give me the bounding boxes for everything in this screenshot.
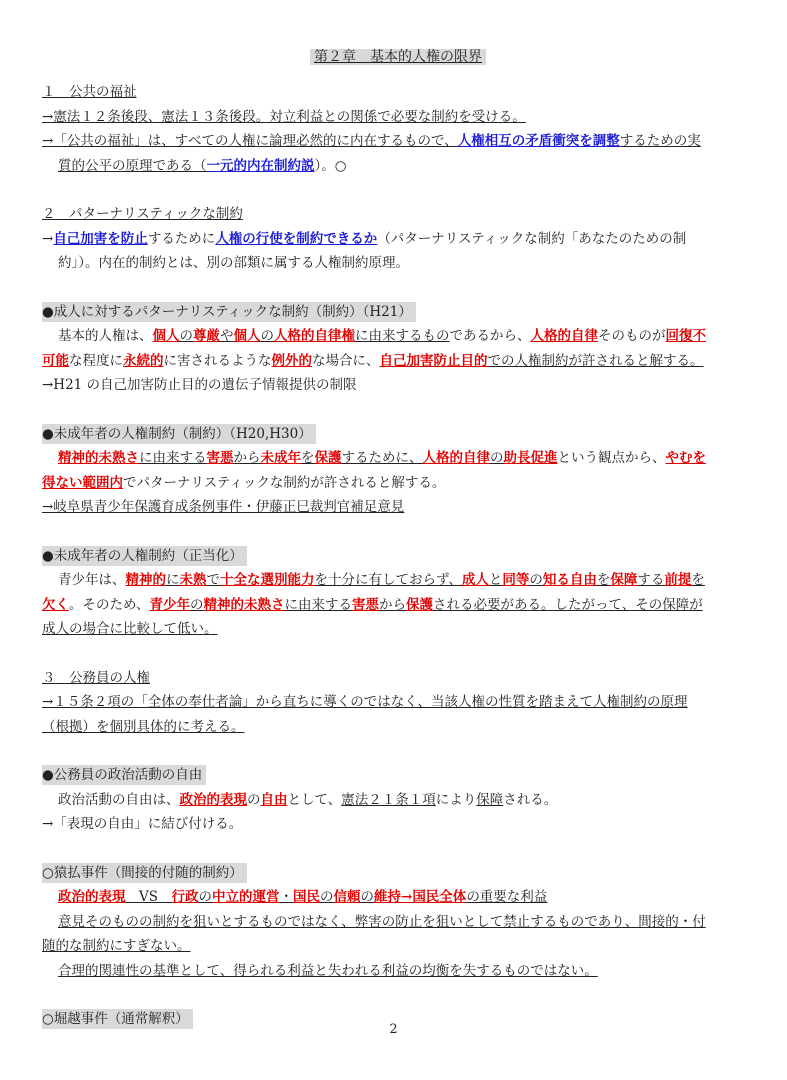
paragraph-line: 精神的未熟さに由来する害悪から未成年を保護するために、人格的自律の助長促進という観点から、やむを (58, 450, 706, 466)
section-heading-public-servants: ３ 公務員の人権 (42, 669, 150, 686)
page-number: 2 (389, 1022, 398, 1037)
paragraph-line: 質的公平の原理である（一元的内在制約説）。○ (58, 157, 347, 174)
paragraph-line: 合理的関連性の基準として、得られる利益と失われる利益の均衡を失するものではない。 (58, 962, 598, 979)
section-heading-public-welfare: １ 公共の福祉 (42, 84, 137, 100)
paragraph-line: 随的な制約にすぎない。 (42, 938, 191, 954)
paragraph-line: →「公共の福祉」は、すべての人権に論理必然的に内在するもので、人権相互の矛盾衝突を調整するための実 (42, 133, 701, 149)
paragraph-line: 欠く。そのため、青少年の精神的未熟さに由来する害悪から保護される必要がある。したがって、その保障が (42, 596, 703, 613)
paragraph-line: 約」）。内在的制約とは、別の部類に属する人権制約原理。 (58, 255, 409, 271)
paragraph-line: 意見そのものの制約を狙いとするものではなく、弊害の防止を狙いとして禁止するものであり、間接的・付 (58, 913, 706, 930)
paragraph-line: →自己加害を防止するために人権の行使を制約できるか（パターナリスティックな制約「あなたのための制 (42, 230, 687, 247)
box-heading-minor-justification: ●未成年者の人権制約（正当化） (42, 544, 754, 569)
paragraph-line: 政治活動の自由は、政治的表現の自由として、憲法２１条１項により保障される。 (58, 791, 558, 808)
paragraph-line: 得ない範囲内でパターナリスティックな制約が許されると解する。 (42, 474, 446, 491)
box-heading-political-activity: ●公務員の政治活動の自由 (42, 763, 754, 788)
paragraph-line: 青少年は、精神的に未熟で十全な選別能力を十分に有しておらず、成人と同等の知る自由を保障する前提を (58, 572, 705, 588)
box-heading-adult-paternalism: ●成人に対するパターナリスティックな制約（制約）（H21） (42, 300, 754, 325)
paragraph-line: 政治的表現 VS 行政の中立的運営・国民の信頼の維持→国民全体の重要な利益 (58, 889, 548, 905)
paragraph-line: 成人の場合に比較して低い。 (42, 621, 218, 637)
paragraph-line: →１５条２項の「全体の奉仕者論」から直ちに導くのではなく、当該人権の性質を踏まえて人権制約の原理 (42, 694, 688, 710)
box-heading-minor-restriction: ●未成年者の人権制約（制約）（H20,H30） (42, 422, 754, 447)
box-heading-sarufutsu-case: ○猿払事件（間接的付随的制約） (42, 861, 754, 886)
paragraph-line: 可能な程度に永続的に害されるような例外的な場合に、自己加害防止目的での人権制約が許されると解する。 (42, 352, 704, 369)
paragraph-line: （根拠）を個別具体的に考える。 (42, 718, 245, 735)
section-heading-paternalistic: ２ パターナリスティックな制約 (42, 206, 243, 222)
chapter-title: 第２章 基本的人権の限界 (42, 46, 754, 66)
paragraph-line: 基本的人権は、個人の尊厳や個人の人格的自律権に由来するものであるから、人格的自律そのものが回復不 (58, 328, 706, 344)
paragraph-line: →岐阜県青少年保護育成条例事件・伊藤正巳裁判官補足意見 (42, 499, 405, 515)
box-heading-horikoshi-case: ○堀越事件（通常解釈） (42, 1007, 754, 1032)
paragraph-line: →H21 の自己加害防止目的の遺伝子情報提供の制限 (42, 377, 357, 393)
paragraph-line: →憲法１２条後段、憲法１３条後段。対立利益との関係で必要な制約を受ける。 (42, 108, 526, 125)
paragraph-line: →「表現の自由」に結び付ける。 (42, 816, 243, 832)
document-page (42, 40, 754, 1032)
